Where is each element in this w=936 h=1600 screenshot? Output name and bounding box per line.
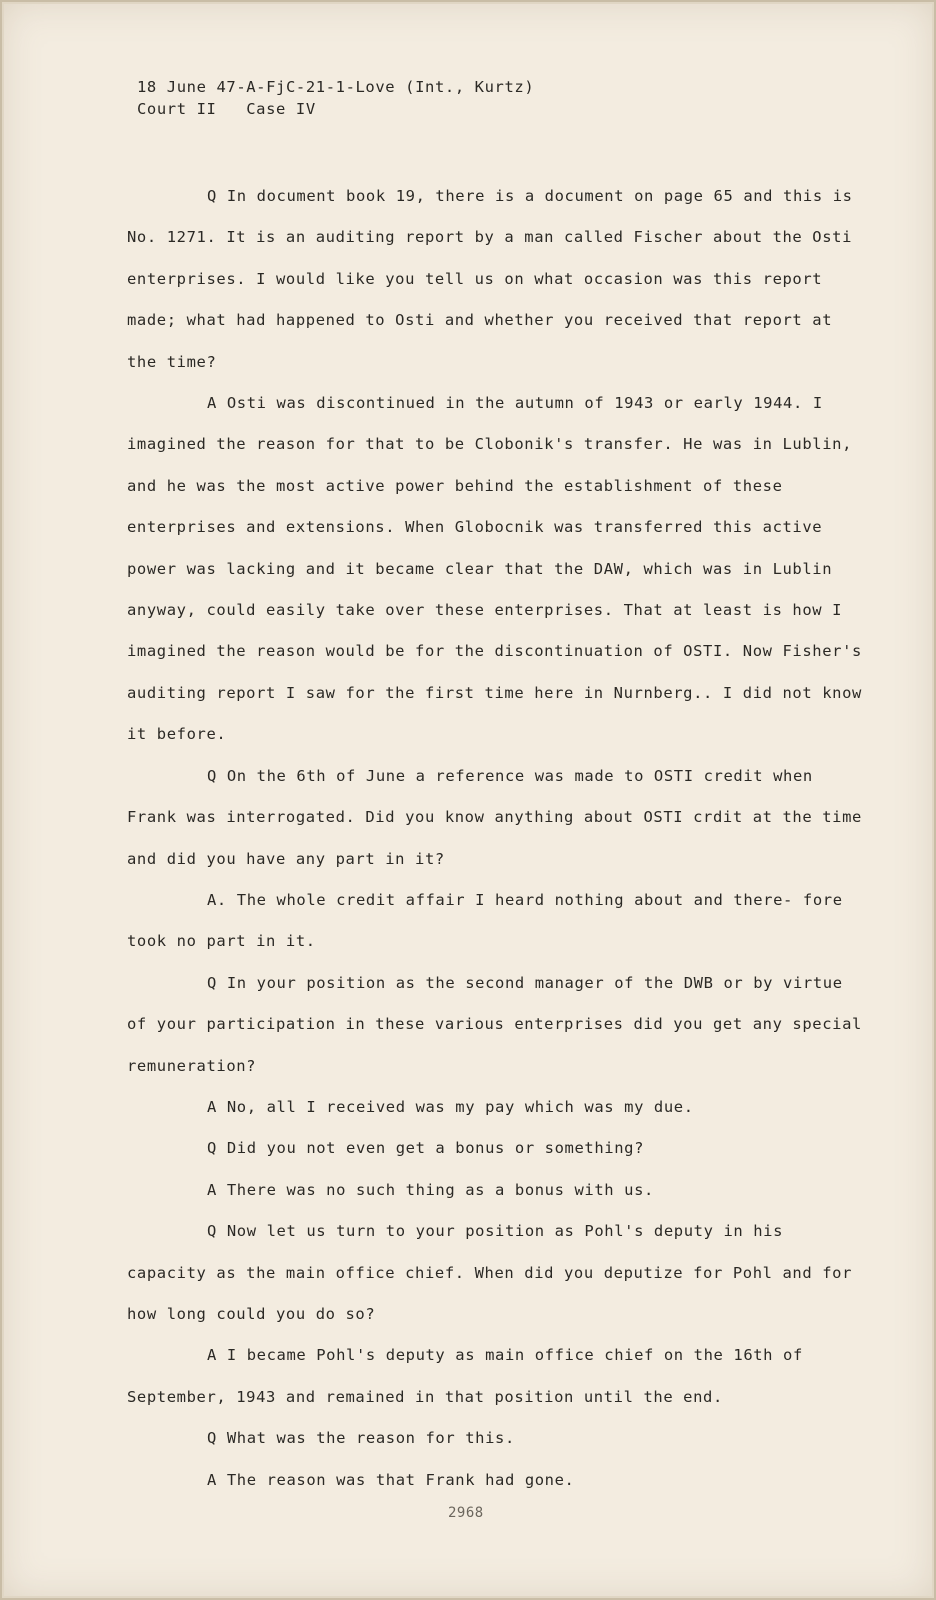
transcript-body	[127, 176, 867, 1501]
header-court-case: Court II Case IV	[137, 100, 316, 118]
answer-paragraph: A No, all I received was my pay which was my due.	[207, 1097, 694, 1116]
document-header	[137, 76, 534, 120]
question-paragraph: Q In document book 19, there is a document on page 65 and this is No. 1271. It is an auditing report by a man called Fischer about the Osti enterprises. I would like you tell us on what occasion was this report made; what had happened to Osti and whether you received that report at the time?	[127, 187, 853, 371]
answer-paragraph: A I became Pohl's deputy as main office chief on the 16th of September, 1943 and remained in that position until the end.	[127, 1346, 803, 1406]
answer-paragraph: A Osti was discontinued in the autumn of 1943 or early 1944. I imagined the reason for that to be Clobonik's transfer. He was in Lublin, and he was the most active power behind the establishment of these enterprises and extensions. When Globocnik was transferred this active power was lacking and it became clear that the DAW, which was in Lublin anyway, could easily take over these enterprises. That at least is how I imagined the reason would be for the discontinuation of OSTI. Now Fisher's auditing report I saw for the first time here in Nurnberg.. I did not know it before.	[127, 394, 862, 744]
question-paragraph: Q What was the reason for this.	[207, 1429, 515, 1448]
question-paragraph: Q Did you not even get a bonus or something?	[207, 1139, 644, 1158]
answer-paragraph: A. The whole credit affair I heard nothing about and there- fore took no part in it.	[127, 890, 843, 951]
answer-paragraph: A The reason was that Frank had gone.	[207, 1470, 575, 1489]
page-number: 2968	[448, 1505, 484, 1521]
question-paragraph: Q In your position as the second manager of the DWB or by virtue of your participation in these various enterprises did you get any special remuneration?	[127, 973, 862, 1075]
answer-paragraph: A There was no such thing as a bonus with us.	[207, 1180, 654, 1199]
header-reference: 18 June 47-A-FjC-21-1-Love (Int., Kurtz)	[137, 78, 535, 96]
question-paragraph: Q Now let us turn to your position as Pohl's deputy in his capacity as the main office chief. When did you deputize for Pohl and for how long could you do so?	[127, 1222, 853, 1323]
question-paragraph: Q On the 6th of June a reference was made to OSTI credit when Frank was interrogated. Did you know anything about OSTI crdit at the time and did you have any part in it?	[127, 766, 862, 868]
